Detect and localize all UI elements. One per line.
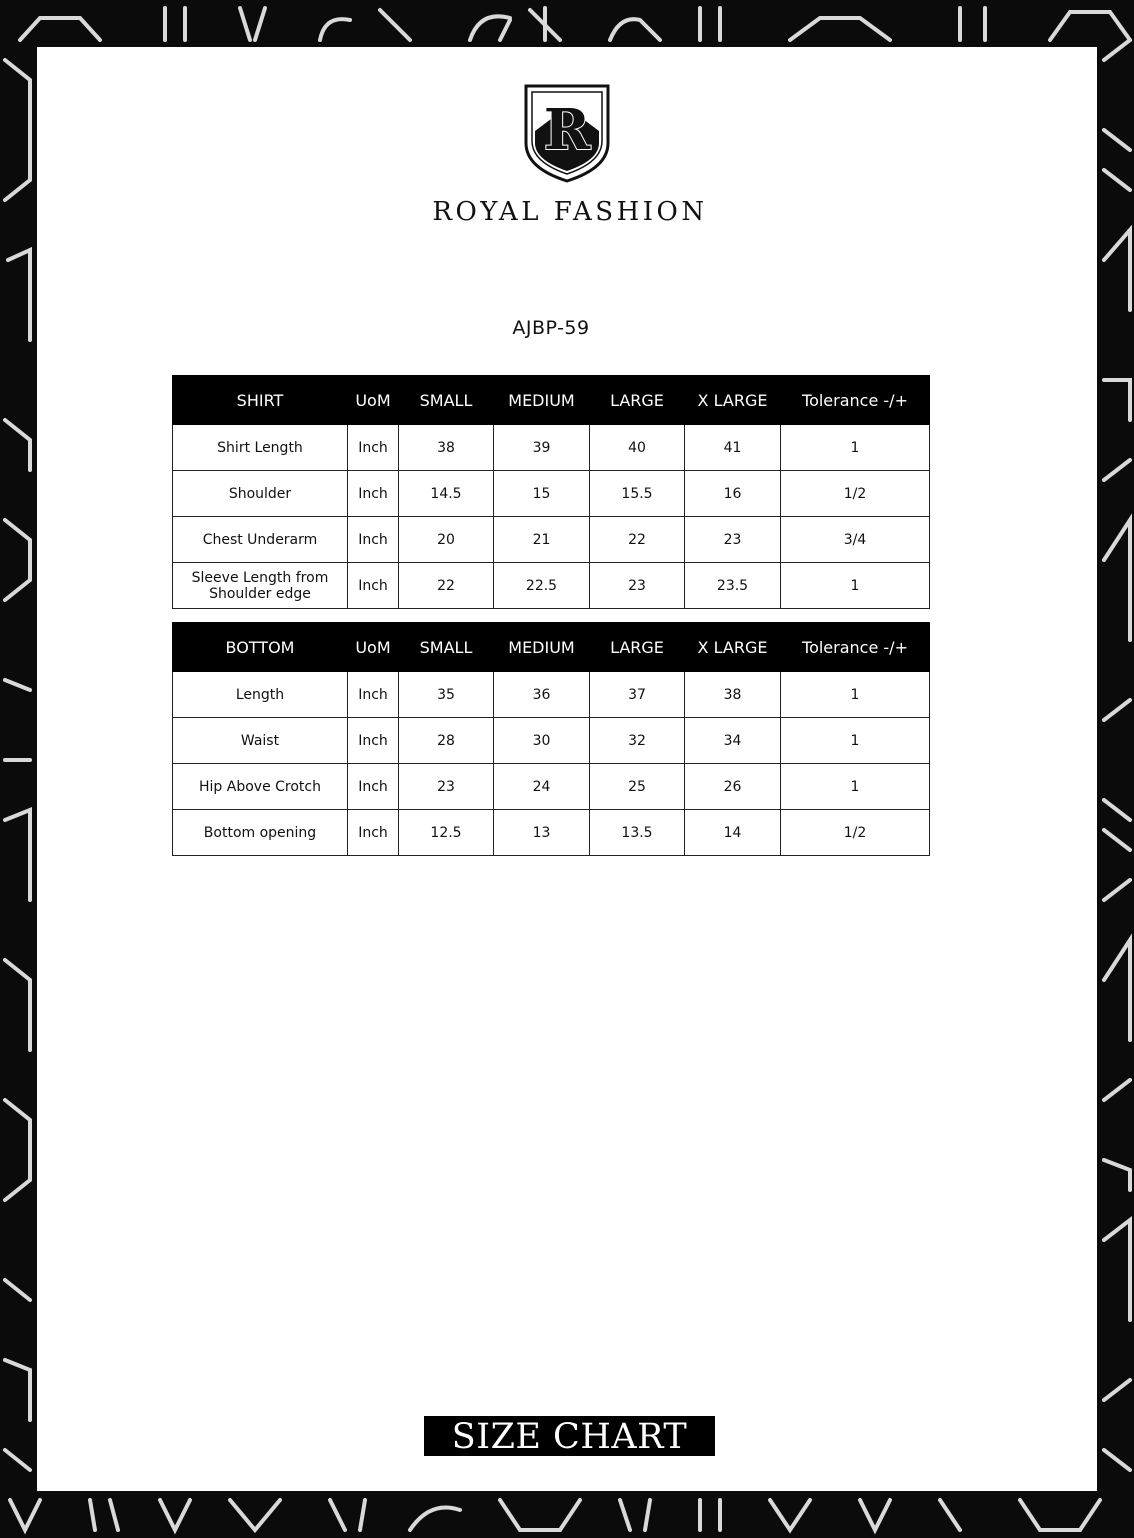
- table-row: [173, 471, 930, 517]
- measurement-label: Chest Underarm: [173, 517, 348, 563]
- logo-letter: R: [543, 97, 591, 163]
- table-cell: 38: [399, 425, 494, 471]
- table-cell: 13: [494, 810, 590, 856]
- table-cell: 21: [494, 517, 590, 563]
- table-cell: 1: [781, 563, 930, 609]
- measurement-label: Length: [173, 672, 348, 718]
- measurement-label: Bottom opening: [173, 810, 348, 856]
- column-header: BOTTOM: [173, 623, 348, 672]
- table-cell: 20: [399, 517, 494, 563]
- table-row: [173, 563, 930, 609]
- table-cell: Inch: [348, 517, 399, 563]
- table-header-row: [173, 623, 930, 672]
- table-cell: 1/2: [781, 471, 930, 517]
- table-row: [173, 672, 930, 718]
- table-cell: Inch: [348, 563, 399, 609]
- table-cell: 1: [781, 672, 930, 718]
- table-cell: 28: [399, 718, 494, 764]
- table-cell: 1: [781, 764, 930, 810]
- table-cell: 37: [590, 672, 685, 718]
- table-cell: Inch: [348, 471, 399, 517]
- table-cell: 40: [590, 425, 685, 471]
- table-cell: 16: [685, 471, 781, 517]
- table-cell: 15: [494, 471, 590, 517]
- table-cell: 38: [685, 672, 781, 718]
- table-row: [173, 764, 930, 810]
- table-cell: 12.5: [399, 810, 494, 856]
- column-header: SHIRT: [173, 376, 348, 425]
- shirt-size-table: [172, 375, 930, 609]
- column-header: LARGE: [590, 623, 685, 672]
- table-cell: 22: [590, 517, 685, 563]
- measurement-label: Sleeve Length from Shoulder edge: [173, 563, 348, 609]
- table-cell: 26: [685, 764, 781, 810]
- size-chart-banner: SIZE CHART: [424, 1416, 715, 1456]
- column-header: UoM: [348, 623, 399, 672]
- product-code: AJBP-59: [512, 317, 590, 339]
- table-cell: Inch: [348, 425, 399, 471]
- table-cell: 13.5: [590, 810, 685, 856]
- table-cell: 14: [685, 810, 781, 856]
- size-chart-sheet: [37, 47, 1097, 1491]
- brand-name: ROYAL FASHION: [432, 197, 708, 227]
- column-header: MEDIUM: [494, 376, 590, 425]
- table-row: [173, 517, 930, 563]
- column-header: SMALL: [399, 623, 494, 672]
- bottom-size-table: [172, 622, 930, 856]
- column-header: Tolerance -/+: [781, 376, 930, 425]
- measurement-label: Hip Above Crotch: [173, 764, 348, 810]
- column-header: SMALL: [399, 376, 494, 425]
- table-cell: Inch: [348, 672, 399, 718]
- table-cell: 25: [590, 764, 685, 810]
- table-cell: 30: [494, 718, 590, 764]
- table-cell: 32: [590, 718, 685, 764]
- measurement-label: Waist: [173, 718, 348, 764]
- column-header: Tolerance -/+: [781, 623, 930, 672]
- table-row: [173, 718, 930, 764]
- table-cell: 15.5: [590, 471, 685, 517]
- table-cell: 34: [685, 718, 781, 764]
- column-header: X LARGE: [685, 376, 781, 425]
- table-cell: 24: [494, 764, 590, 810]
- table-cell: 22: [399, 563, 494, 609]
- table-cell: 1: [781, 425, 930, 471]
- table-cell: 39: [494, 425, 590, 471]
- table-cell: Inch: [348, 810, 399, 856]
- table-header-row: [173, 376, 930, 425]
- table-cell: 3/4: [781, 517, 930, 563]
- measurement-label: Shoulder: [173, 471, 348, 517]
- table-cell: 23: [590, 563, 685, 609]
- table-row: [173, 425, 930, 471]
- table-cell: Inch: [348, 764, 399, 810]
- column-header: UoM: [348, 376, 399, 425]
- column-header: MEDIUM: [494, 623, 590, 672]
- table-cell: 22.5: [494, 563, 590, 609]
- table-cell: 23.5: [685, 563, 781, 609]
- table-cell: 23: [399, 764, 494, 810]
- table-cell: 1: [781, 718, 930, 764]
- column-header: X LARGE: [685, 623, 781, 672]
- table-cell: 1/2: [781, 810, 930, 856]
- table-row: [173, 810, 930, 856]
- measurement-label: Shirt Length: [173, 425, 348, 471]
- column-header: LARGE: [590, 376, 685, 425]
- table-cell: 23: [685, 517, 781, 563]
- table-cell: 41: [685, 425, 781, 471]
- table-cell: 14.5: [399, 471, 494, 517]
- table-cell: 35: [399, 672, 494, 718]
- brand-shield-logo: [523, 83, 611, 183]
- table-cell: Inch: [348, 718, 399, 764]
- table-cell: 36: [494, 672, 590, 718]
